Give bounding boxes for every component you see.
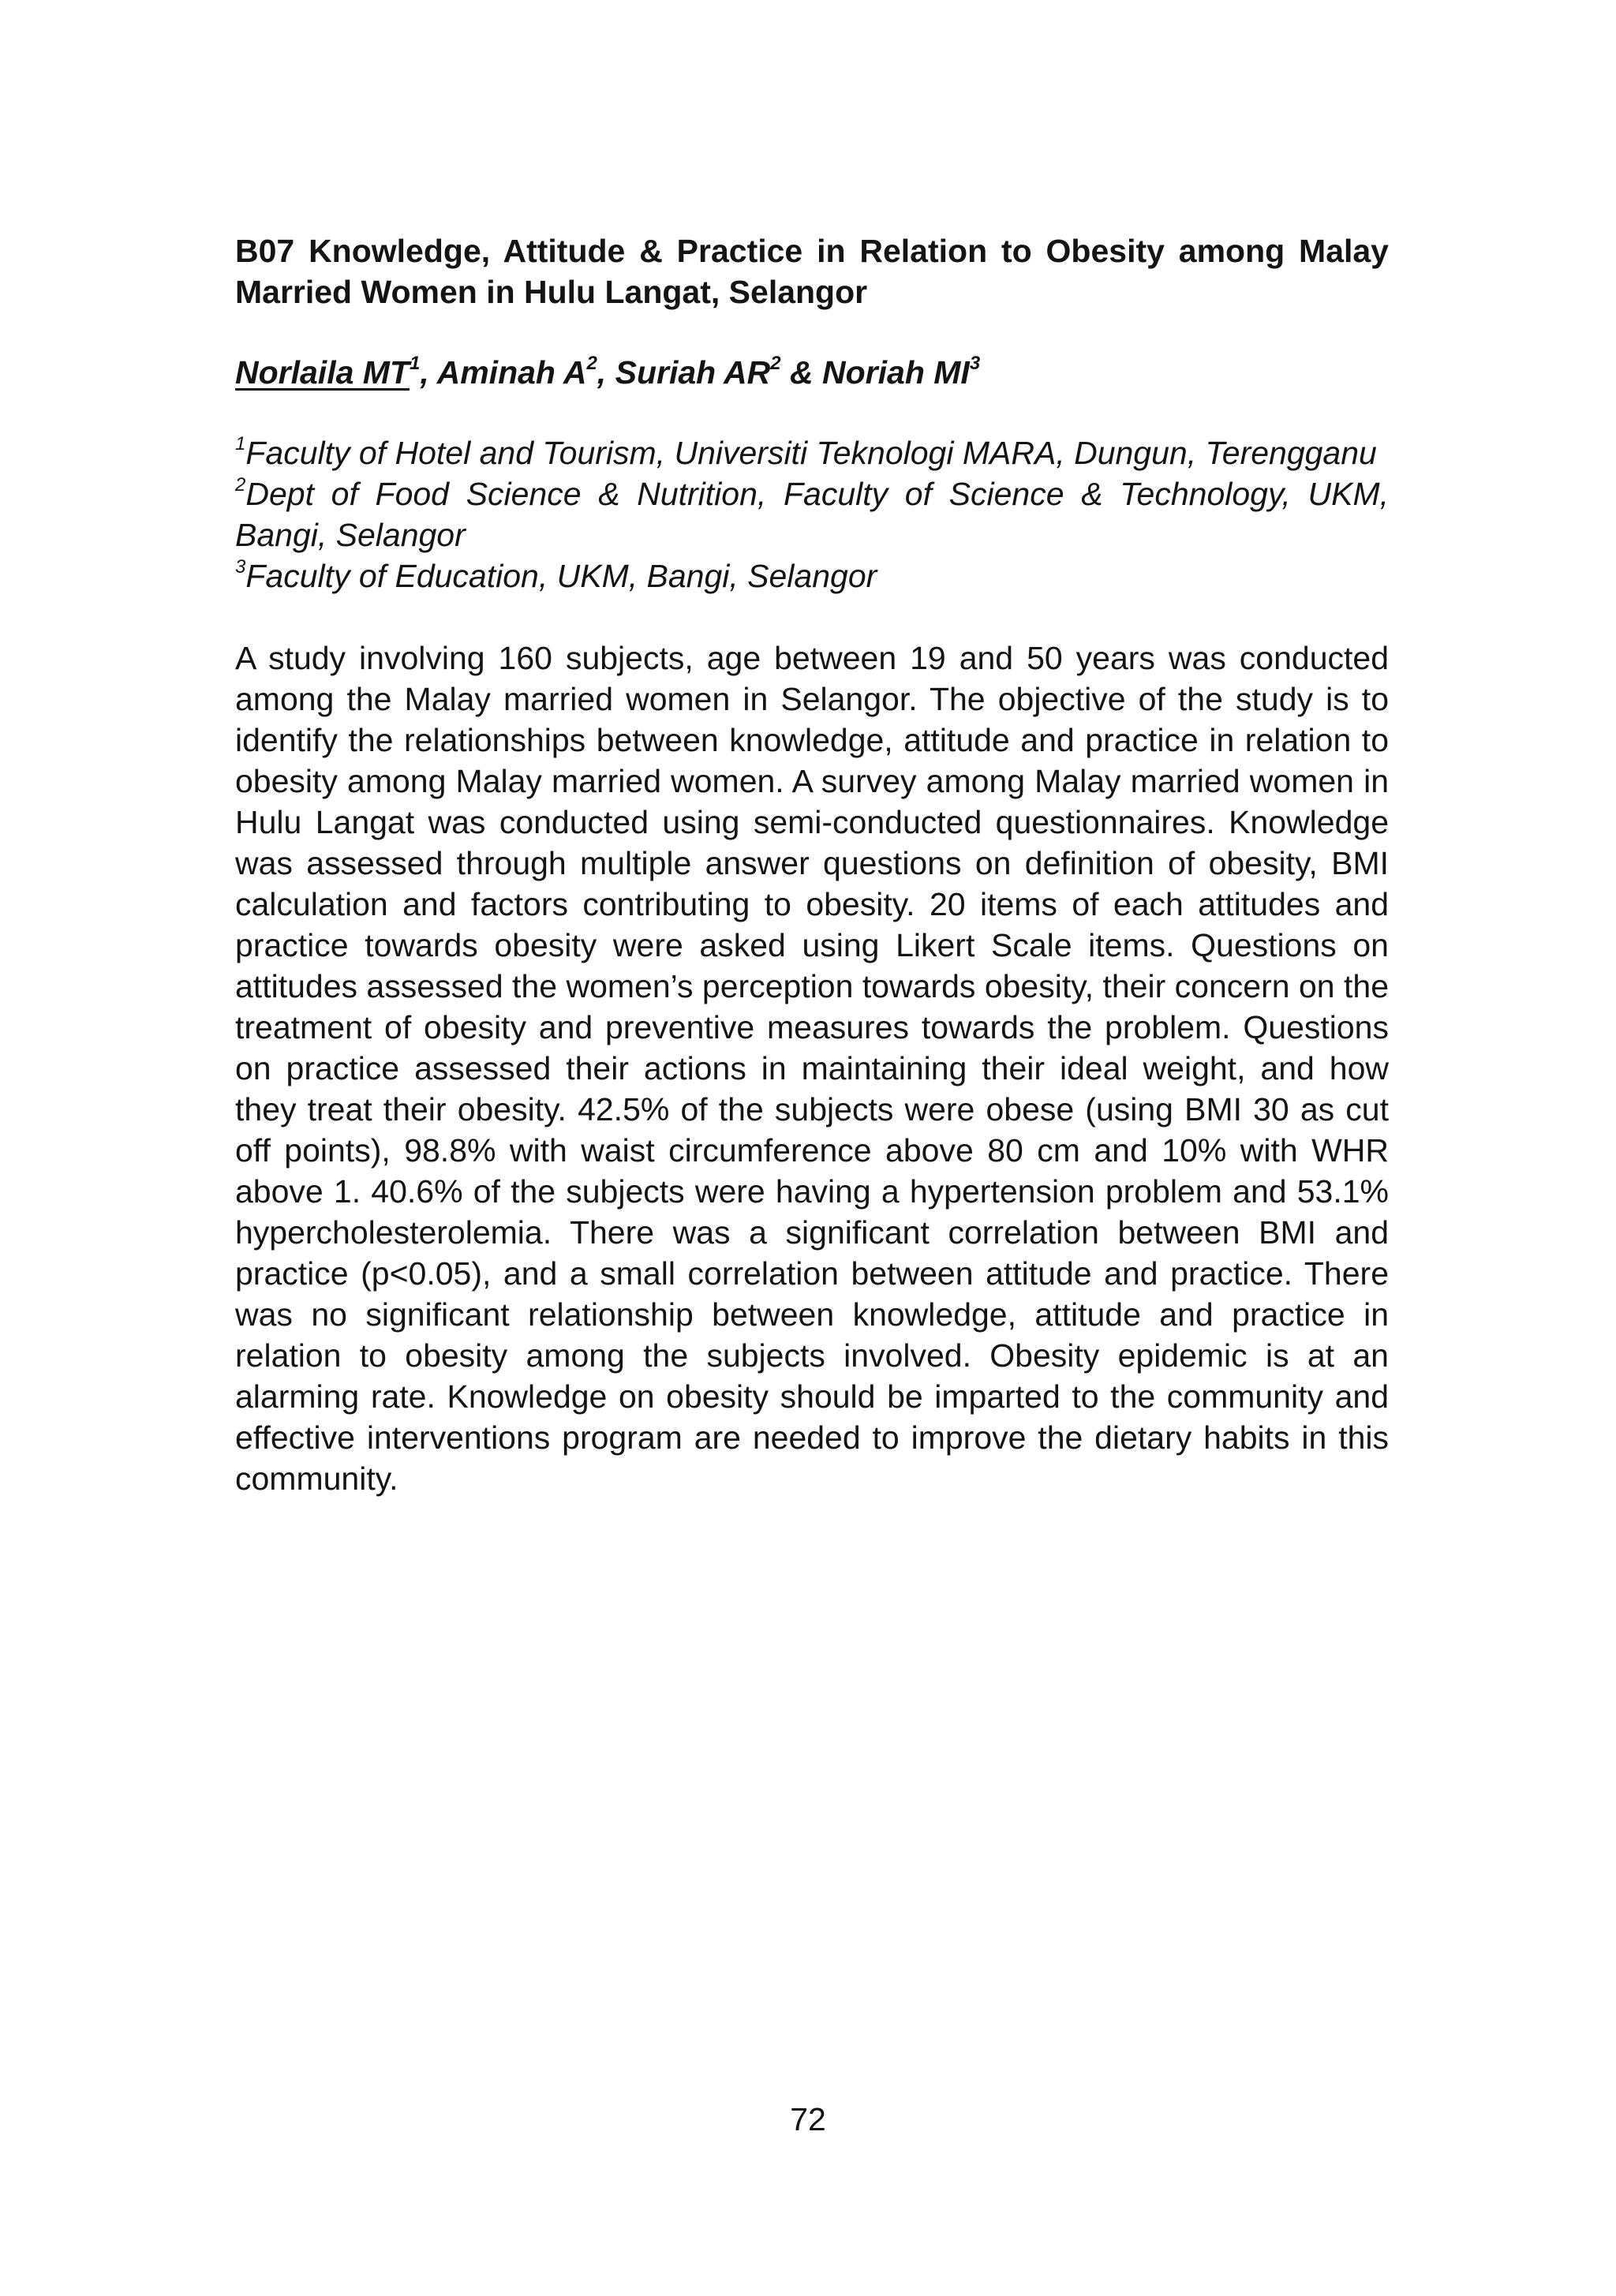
affiliation-marker: 2 xyxy=(235,474,246,496)
paper-content xyxy=(235,230,1389,1531)
affiliation-text: Dept of Food Science & Nutrition, Faculty of Science & Technology, UKM, Bangi, Selangor xyxy=(235,476,1389,553)
author-name: Norlaila MT xyxy=(235,354,410,391)
author-list xyxy=(235,352,1389,393)
affiliation-marker: 1 xyxy=(235,433,246,455)
author-separator: , xyxy=(420,354,437,391)
affiliation xyxy=(235,473,1389,555)
author-separator: & xyxy=(780,354,823,391)
author-affiliation-marker: 2 xyxy=(770,353,781,375)
affiliation xyxy=(235,555,1389,596)
author-affiliation-marker: 1 xyxy=(409,353,421,375)
author-name: Aminah A xyxy=(436,354,587,391)
abstract-text: A study involving 160 subjects, age between 19 and 50 years was conducted among the Malay married women in Selangor. The objective of the study is to identify the relationships between knowledge, attitude and practice in relation to obesity among Malay married women. A survey among Malay married women in Hulu Langat was conducted using semi-conducted questionnaires. Knowledge was assessed through multiple answer questions on definition of obesity, BMI calculation and factors contributing to obesity. 20 items of each attitudes and practice towards obesity were asked using Likert Scale items. Questions on attitudes assessed the women’s perception towards obesity, their concern on the treatment of obesity and preventive measures towards the problem. Questions on practice assessed their actions in maintaining their ideal weight, and how they treat their obesity. 42.5% of the subjects were obese (using BMI 30 as cut off points), 98.8% with waist circumference above 80 cm and 10% with WHR above 1. 40.6% of the subjects were having a hypertension problem and 53.1% hypercholesterolemia. There was a significant correlation between BMI and practice (p<0.05), and a small correlation between attitude and practice. There was no significant relationship between knowledge, attitude and practice in relation to obesity among the subjects involved. Obesity epidemic is at an alarming rate. Knowledge on obesity should be imparted to the community and effective interventions program are needed to improve the dietary habits in this community. xyxy=(235,640,1389,1497)
affiliation-text: Faculty of Hotel and Tourism, Universiti Teknologi MARA, Dungun, Terengganu xyxy=(245,435,1377,471)
affiliation-text: Faculty of Education, UKM, Bangi, Selangor xyxy=(245,558,877,594)
author-affiliation-marker: 2 xyxy=(586,353,597,375)
affiliation xyxy=(235,432,1389,473)
author-separator: , xyxy=(597,354,615,391)
author-name: Suriah AR xyxy=(615,354,771,391)
affiliation-marker: 3 xyxy=(235,556,246,578)
page-number: 72 xyxy=(790,2101,826,2137)
affiliation-list xyxy=(235,432,1389,596)
paper-title: B07 Knowledge, Attitude & Practice in Relation to Obesity among Malay Married Women in Hulu Langat, Selangor xyxy=(235,233,1389,310)
author-affiliation-marker: 3 xyxy=(969,353,981,375)
author-name: Noriah MI xyxy=(822,354,970,391)
